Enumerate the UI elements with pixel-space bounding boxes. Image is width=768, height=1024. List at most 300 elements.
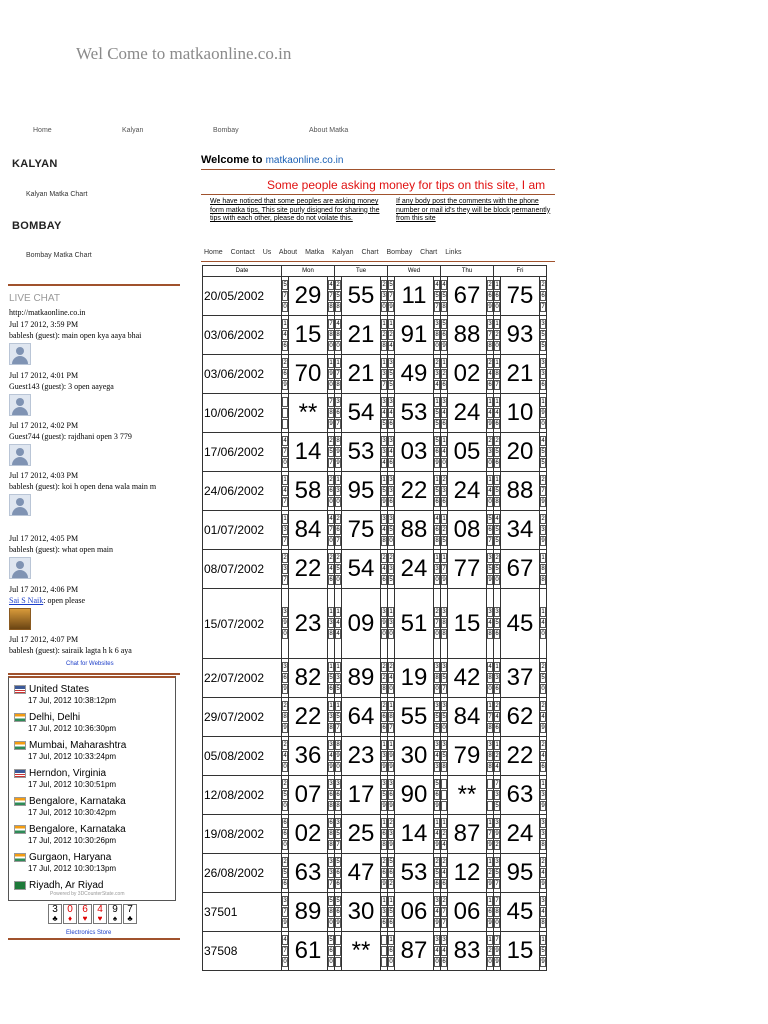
panel-digit: 6: [283, 342, 287, 349]
visitor-place: Gurgaon, Haryana: [29, 852, 112, 863]
powered-by: Powered by 3DCounterState.com: [50, 891, 125, 897]
panel-digits: [487, 316, 494, 355]
jodi-value: 11: [395, 277, 434, 316]
panel-digits: [494, 737, 501, 776]
panel-digit: 7: [389, 292, 393, 299]
panel-digit: 2: [435, 609, 439, 615]
jodi-value: 17: [342, 776, 381, 815]
panel-digit: 4: [541, 437, 545, 444]
panel-digits: [328, 776, 335, 815]
panel-digit: 5: [495, 448, 499, 455]
panel-digit: 3: [283, 565, 287, 572]
panel-digit: 9: [329, 370, 333, 377]
user-avatar-icon: [9, 444, 31, 466]
panel-digit: 1: [488, 702, 492, 709]
visitor-place: Herndon, Virginia: [29, 768, 107, 779]
panel-digit: 6: [435, 448, 439, 455]
chat-time: Jul 17 2012, 4:06 PM: [9, 585, 79, 594]
panel-digits: [381, 511, 388, 550]
panel-digits: [328, 815, 335, 854]
panel-digit: 5: [488, 565, 492, 572]
subnav-about[interactable]: About Matka: [278, 249, 325, 256]
panel-digit: 7: [495, 381, 499, 388]
visitor-time: 17 Jul, 2012 10:30:13pm: [28, 864, 117, 873]
table-row: [203, 932, 547, 971]
panel-digit: 6: [495, 292, 499, 299]
panel-digit: 9: [442, 342, 446, 349]
panel-digit: 4: [435, 830, 439, 837]
panel-digit: 8: [329, 303, 333, 310]
panel-digits: [441, 277, 448, 316]
panel-digit: 3: [541, 526, 545, 533]
jodi-value: **: [342, 932, 381, 971]
panel-digit: 5: [382, 487, 386, 494]
panel-digits: [282, 659, 289, 698]
panel-digits: [388, 394, 395, 433]
panel-digits: [434, 472, 441, 511]
panel-digit: 9: [336, 919, 340, 926]
panel-digit: 5: [336, 830, 340, 837]
panel-digit: 9: [382, 802, 386, 809]
jodi-value: 79: [448, 737, 487, 776]
panel-digits: [487, 433, 494, 472]
row-date: 20/05/2002: [203, 277, 282, 316]
panel-digit: 4: [435, 752, 439, 759]
panel-digit: 1: [382, 476, 386, 483]
panel-digit: 0: [488, 459, 492, 466]
panel-digit: 2: [283, 702, 287, 709]
panel-digit: 1: [336, 702, 340, 709]
panel-digit: 4: [329, 281, 333, 288]
row-date: 01/07/2002: [203, 511, 282, 550]
panel-digit: [335, 946, 341, 956]
panel-digit: 2: [329, 437, 333, 444]
panel-digits: [494, 815, 501, 854]
panel-digit: 0: [336, 576, 340, 583]
panel-digit: 7: [541, 487, 545, 494]
panel-digit: 2: [488, 869, 492, 876]
panel-digit: 2: [283, 780, 287, 787]
panel-digits: [487, 815, 494, 854]
panel-digit: 3: [435, 565, 439, 572]
chat-user-link[interactable]: Sai S Naik: [9, 596, 44, 605]
jodi-value: 63: [289, 854, 328, 893]
panel-digits: [282, 737, 289, 776]
counter-digit: [93, 904, 107, 924]
panel-digit: 2: [442, 830, 446, 837]
panel-digits: [282, 815, 289, 854]
panel-digits: [434, 815, 441, 854]
panel-digit: 6: [336, 409, 340, 416]
panel-digits: [328, 316, 335, 355]
panel-digit: [441, 779, 447, 789]
jodi-value: 07: [289, 776, 328, 815]
panel-digit: 3: [442, 663, 446, 670]
flag-in-icon: [14, 825, 26, 834]
panel-digit: 9: [541, 537, 545, 544]
jodi-value: 30: [395, 737, 434, 776]
panel-digit: 7: [336, 724, 340, 731]
panel-digits: [381, 659, 388, 698]
panel-digits: [282, 698, 289, 737]
jodi-value: 87: [395, 932, 434, 971]
panel-digit: 2: [442, 370, 446, 377]
panel-digit: 6: [336, 869, 340, 876]
panel-digit: 4: [389, 448, 393, 455]
panel-digits: [388, 893, 395, 932]
panel-digits: [441, 433, 448, 472]
panel-digit: 5: [488, 515, 492, 522]
panel-digit: 0: [329, 342, 333, 349]
panel-digits: [494, 433, 501, 472]
jodi-value: 30: [342, 893, 381, 932]
panel-digit: 9: [488, 880, 492, 887]
panel-digits: [487, 854, 494, 893]
panel-digit: 6: [336, 791, 340, 798]
subnav-contact[interactable]: Contact Us: [230, 249, 272, 256]
subnav-links[interactable]: Links: [445, 249, 462, 256]
panel-digit: 8: [283, 713, 287, 720]
flag-us-icon: [14, 769, 26, 778]
user-avatar-icon: [9, 394, 31, 416]
panel-digit: 5: [495, 487, 499, 494]
panel-digit: 3: [442, 398, 446, 405]
panel-digits: [282, 589, 289, 659]
panel-digit: 3: [488, 448, 492, 455]
panel-digit: 5: [283, 281, 287, 288]
jodi-value: 87: [448, 815, 487, 854]
panel-digit: 1: [488, 936, 492, 943]
panel-digit: 0: [488, 498, 492, 505]
panel-digits: [540, 698, 547, 737]
panel-digit: 6: [488, 381, 492, 388]
jodi-value: 83: [448, 932, 487, 971]
panel-digit: 3: [389, 398, 393, 405]
panel-digits: [335, 659, 342, 698]
panel-digit: 5: [389, 526, 393, 533]
jodi-value: 10: [501, 394, 540, 433]
panel-digit: 6: [336, 526, 340, 533]
panel-digits: [487, 394, 494, 433]
subnav-home[interactable]: Home: [204, 249, 223, 256]
jodi-value: 54: [342, 550, 381, 589]
jodi-value: 21: [342, 316, 381, 355]
panel-digit: 2: [541, 663, 545, 670]
panel-digit: 7: [495, 936, 499, 943]
panel-digits: [434, 433, 441, 472]
panel-digit: 2: [488, 947, 492, 954]
card-suit-icon: ♥: [97, 914, 103, 923]
panel-digit: 1: [495, 476, 499, 483]
jodi-value: **: [289, 394, 328, 433]
panel-digit: 1: [382, 320, 386, 327]
panel-digit: 0: [389, 685, 393, 692]
panel-digit: 8: [382, 537, 386, 544]
chat-text: Guest143 (guest): 3 open aayega: [9, 382, 114, 391]
panel-digit: 3: [329, 741, 333, 748]
chat-for-websites-link[interactable]: Chat for Websites: [66, 661, 114, 667]
panel-digit: 3: [389, 359, 393, 366]
panel-digit: 2: [442, 858, 446, 865]
panel-digit: 3: [435, 663, 439, 670]
panel-digit: 1: [495, 320, 499, 327]
panel-digit: 9: [541, 498, 545, 505]
jodi-value: 53: [342, 433, 381, 472]
panel-digits: [381, 277, 388, 316]
flag-sa-icon: [14, 881, 26, 890]
panel-digit: 6: [389, 498, 393, 505]
panel-digits: [487, 698, 494, 737]
panel-digits: [441, 932, 448, 971]
panel-digit: 2: [541, 281, 545, 288]
panel-digit: 4: [336, 320, 340, 327]
jodi-value: 67: [501, 550, 540, 589]
visitor-entry: [14, 684, 116, 706]
panel-digit: 7: [336, 370, 340, 377]
panel-digit: 2: [382, 674, 386, 681]
panel-digit: 8: [495, 908, 499, 915]
panel-digit: 8: [488, 752, 492, 759]
matka-chart-table: [202, 265, 547, 971]
panel-digit: 9: [541, 880, 545, 887]
panel-digits: [388, 776, 395, 815]
panel-digits: [381, 893, 388, 932]
panel-digit: 0: [435, 958, 439, 965]
bombay-chart-link[interactable]: Bombay Matka Chart: [26, 252, 92, 259]
panel-digits: [335, 277, 342, 316]
panel-digit: 9: [336, 459, 340, 466]
subnav-bombay-chart[interactable]: Bombay Chart: [386, 249, 438, 256]
panel-digit: 3: [389, 830, 393, 837]
kalyan-chart-link[interactable]: Kalyan Matka Chart: [26, 191, 88, 198]
panel-digit: 1: [442, 554, 446, 561]
panel-digit: 3: [495, 791, 499, 798]
row-date: 03/06/2002: [203, 355, 282, 394]
panel-digit: 2: [495, 841, 499, 848]
panel-digits: [540, 589, 547, 659]
panel-digit: 6: [329, 947, 333, 954]
panel-digit: [441, 801, 447, 811]
panel-digit: 3: [488, 741, 492, 748]
visitor-place: Bengalore, Karnataka: [29, 796, 126, 807]
jodi-value: 22: [289, 550, 328, 589]
panel-digit: 8: [488, 763, 492, 770]
panel-digits: [381, 589, 388, 659]
jodi-value: 06: [448, 893, 487, 932]
panel-digit: 1: [541, 780, 545, 787]
divider: [8, 284, 180, 286]
panel-digit: 1: [389, 741, 393, 748]
table-row: [203, 394, 547, 433]
panel-digit: 3: [435, 370, 439, 377]
panel-digit: 4: [329, 565, 333, 572]
panel-digit: 9: [488, 576, 492, 583]
panel-digit: 6: [389, 420, 393, 427]
panel-digit: 3: [382, 448, 386, 455]
visitor-time: 17 Jul, 2012 10:33:24pm: [28, 752, 117, 761]
panel-digits: [441, 394, 448, 433]
panel-digit: 6: [283, 880, 287, 887]
welcome-heading: [201, 154, 343, 166]
panel-digits: [388, 277, 395, 316]
panel-digits: [282, 355, 289, 394]
nav-bombay[interactable]: Bombay: [213, 127, 239, 134]
nav-about-matka[interactable]: About Matka: [309, 127, 349, 134]
panel-digit: 6: [329, 791, 333, 798]
panel-digit: 5: [442, 292, 446, 299]
counter-digit: [108, 904, 122, 924]
panel-digits: [335, 589, 342, 659]
jodi-value: **: [448, 776, 487, 815]
panel-digit: 3: [389, 476, 393, 483]
panel-digits: [434, 893, 441, 932]
panel-digit: 3: [283, 897, 287, 904]
panel-digit: 9: [541, 802, 545, 809]
panel-digits: [328, 433, 335, 472]
panel-digit: 6: [488, 526, 492, 533]
panel-digits: [381, 472, 388, 511]
visitor-entry: [14, 824, 126, 846]
panel-digit: 4: [435, 947, 439, 954]
panel-digit: 4: [495, 713, 499, 720]
counter-digit-value: 0: [67, 904, 73, 915]
panel-digits: [388, 854, 395, 893]
panel-digit: 1: [382, 741, 386, 748]
panel-digit: 4: [283, 936, 287, 943]
panel-digit: 1: [389, 320, 393, 327]
panel-digit: 3: [389, 780, 393, 787]
panel-digit: 1: [541, 609, 545, 615]
panel-digit: 6: [442, 381, 446, 388]
panel-digit: 5: [541, 459, 545, 466]
panel-digit: 7: [283, 537, 287, 544]
panel-digit: 9: [329, 420, 333, 427]
visitor-entry: [14, 852, 116, 874]
panel-digit: 4: [442, 409, 446, 416]
panel-digit: 9: [435, 841, 439, 848]
jodi-value: 90: [395, 776, 434, 815]
visitor-place: Bengalore, Karnataka: [29, 824, 126, 835]
panel-digit: 7: [435, 303, 439, 310]
panel-digits: [282, 277, 289, 316]
panel-digit: 3: [495, 674, 499, 681]
panel-digit: 8: [541, 919, 545, 926]
panel-digit: 5: [541, 947, 545, 954]
panel-digit: 3: [329, 780, 333, 787]
panel-digit: 7: [382, 381, 386, 388]
panel-digit: 0: [495, 303, 499, 310]
nav-home[interactable]: Home: [33, 127, 52, 134]
panel-digit: 2: [435, 359, 439, 366]
panel-digits: [328, 550, 335, 589]
panel-digit: [381, 957, 387, 967]
panel-digits: [335, 932, 342, 971]
panel-digits: [335, 737, 342, 776]
panel-digit: 2: [283, 554, 287, 561]
header-tue: Tue: [335, 266, 388, 277]
panel-digit: 5: [435, 437, 439, 444]
panel-digit: 7: [488, 537, 492, 544]
electronics-store-link[interactable]: Electronics Store: [66, 930, 112, 936]
panel-digit: 6: [389, 869, 393, 876]
panel-digit: 8: [541, 565, 545, 572]
panel-digit: 7: [329, 880, 333, 887]
jodi-value: 45: [501, 589, 540, 659]
jodi-value: 24: [395, 550, 434, 589]
jodi-value: 02: [289, 815, 328, 854]
panel-digits: [388, 815, 395, 854]
panel-digits: [381, 932, 388, 971]
panel-digit: 8: [336, 381, 340, 388]
panel-digits: [441, 659, 448, 698]
panel-digit: 5: [541, 331, 545, 338]
panel-digit: 0: [336, 342, 340, 349]
jodi-value: 15: [448, 589, 487, 659]
panel-digit: 0: [329, 498, 333, 505]
chat-url[interactable]: http://matkaonline.co.in: [9, 308, 86, 317]
panel-digit: 3: [382, 515, 386, 522]
jodi-value: 75: [342, 511, 381, 550]
panel-digits: [335, 550, 342, 589]
panel-digit: 8: [329, 830, 333, 837]
panel-digit: 1: [435, 554, 439, 561]
notice-left: [210, 198, 390, 224]
panel-digits: [282, 932, 289, 971]
row-date: 22/07/2002: [203, 659, 282, 698]
table-row: [203, 776, 547, 815]
panel-digit: 2: [541, 858, 545, 865]
panel-digit: 5: [495, 537, 499, 544]
panel-digit: 1: [442, 819, 446, 826]
panel-digits: [441, 550, 448, 589]
jodi-value: 70: [289, 355, 328, 394]
panel-digit: 9: [541, 724, 545, 731]
panel-digit: 3: [382, 780, 386, 787]
jodi-value: 24: [501, 815, 540, 854]
panel-digits: [388, 698, 395, 737]
panel-digit: 2: [389, 331, 393, 338]
jodi-value: 84: [448, 698, 487, 737]
subnav-kalyan-chart[interactable]: Kalyan Chart: [332, 249, 379, 256]
panel-digit: 0: [283, 763, 287, 770]
jodi-value: 63: [501, 776, 540, 815]
panel-digits: [441, 893, 448, 932]
panel-digit: 2: [541, 515, 545, 522]
panel-digit: 3: [389, 487, 393, 494]
panel-digits: [282, 433, 289, 472]
panel-digit: 1: [435, 398, 439, 405]
nav-kalyan[interactable]: Kalyan: [122, 127, 144, 134]
panel-digit: 3: [435, 702, 439, 709]
table-row: [203, 737, 547, 776]
panel-digit: 6: [389, 919, 393, 926]
panel-digit: 4: [495, 409, 499, 416]
panel-digit: 6: [382, 919, 386, 926]
panel-digits: [328, 893, 335, 932]
panel-digit: 0: [495, 919, 499, 926]
panel-digit: 1: [283, 515, 287, 522]
panel-digit: 8: [382, 342, 386, 349]
chat-text: bablesh (guest): main open kya aaya bhai: [9, 331, 142, 340]
chat-message-text: : open please: [43, 596, 85, 605]
panel-digit: 2: [389, 554, 393, 561]
panel-digit: 3: [283, 526, 287, 533]
panel-digits: [487, 511, 494, 550]
panel-digit: 9: [495, 830, 499, 837]
visitor-time: 17 Jul, 2012 10:30:42pm: [28, 808, 117, 817]
panel-digit: 2: [541, 741, 545, 748]
panel-digit: 1: [495, 663, 499, 670]
